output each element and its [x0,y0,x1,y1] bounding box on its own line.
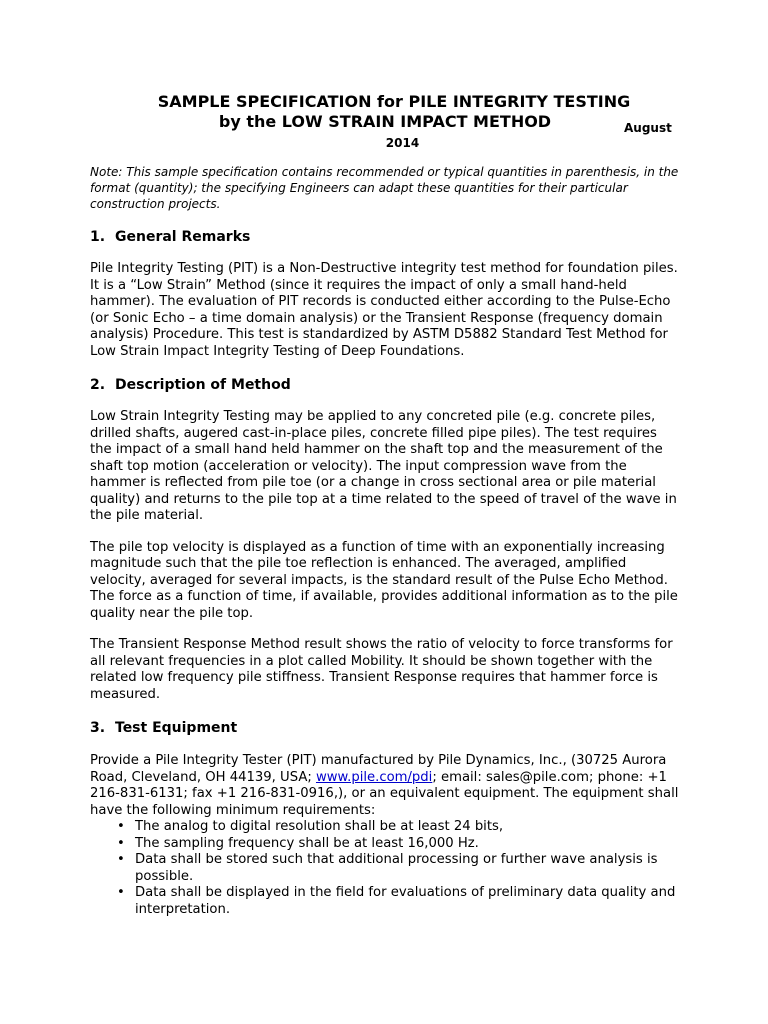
document-page [90,92,680,918]
section-2-paragraph-2: The pile top velocity is displayed as a function of time with an exponentially increasing magnitude such that the pile toe reflection is enhanced. The averaged, amplified velocity, averaged for several impacts, is the standard result of the Pulse Echo Method. The force as a function of time, if available, provides additional information as to the pile quality near the pile top. [90,539,678,621]
title-line-1: SAMPLE SPECIFICATION for PILE INTEGRITY TESTING [157,92,631,111]
section-3-title: Test Equipment [115,720,238,736]
section-1-heading [90,228,680,246]
section-3-intro-before-link: Provide a Pile Integrity Tester (PIT) manufactured by Pile Dynamics, Inc., (30725 Aurora Road, Cleveland, OH 44139, USA; [90,753,667,785]
section-3-intro [90,753,680,819]
list-item: • Data shall be stored such that additional processing or further wave analysis is possible. [90,852,680,885]
list-item: • The sampling frequency shall be at least 16,000 Hz. [90,836,680,853]
section-1-paragraph-1: Pile Integrity Testing (PIT) is a Non-Destructive integrity test method for foundation piles. It is a “Low Strain” Method (since it requires the impact of only a small hand-held hammer). The evaluation of PIT records is conducted either according to the Pulse-Echo (or Sonic Echo – a time domain analysis) or the Transient Response (frequency domain analysis) Procedure. This test is standardized by ASTM D5882 Standard Test Method for Low Strain Impact Integrity Testing of Deep Foundations. [90,261,678,359]
list-item: • The analog to digital resolution shall be at least 24 bits, [90,819,680,836]
section-2-paragraph-3: The Transient Response Method result shows the ratio of velocity to force transforms for all relevant frequencies in a plot called Mobility. It should be shown together with the related low frequency pile stiffness. Transient Response requires that hammer force is measured. [90,637,673,702]
section-1-number: 1. [90,229,106,245]
document-title [90,92,680,135]
section-3-intro-after-link: ; email: sales@pile.com; phone: +1 216-831-6131; fax +1 216-831-0916,), or an equivalent equipment. The equipment shall have the following minimum requirements: [90,769,679,818]
title-line-2-text: by the LOW STRAIN IMPACT METHOD [218,112,552,131]
section-2-title: Description of Method [115,377,291,393]
section-2-heading [90,376,680,394]
section-2-paragraph-1: Low Strain Integrity Testing may be applied to any concreted pile (e.g. concrete piles, drilled shafts, augered cast-in-place piles, concrete filled pipe piles). The test requires the impact of a small hand held hammer on the shaft top and the measurement of the shaft top motion (acceleration or velocity). The input compression wave from the hammer is reflected from pile toe (or a change in cross sectional area or pile material quality) and returns to the pile top at a time related to the speed of travel of the wave in the pile material. [90,409,677,523]
section-3-number: 3. [90,720,106,736]
section-3-heading [90,719,680,737]
pdi-website-link[interactable]: www.pile.com/pdi [315,769,433,785]
note-paragraph: Note: This sample specification contains recommended or typical quantities in parenthesis, in the format (quantity); the specifying Engineers can adapt these quantities for their particular construction projects. [90,165,679,211]
title-line-2 [90,112,680,135]
requirements-list [90,819,680,918]
section-1-title: General Remarks [115,229,251,245]
list-item: • Data shall be displayed in the field for evaluations of preliminary data quality and interpretation. [90,885,680,918]
date-year: 2014 [385,136,420,150]
date-month: August [624,121,672,135]
section-2-number: 2. [90,377,106,393]
